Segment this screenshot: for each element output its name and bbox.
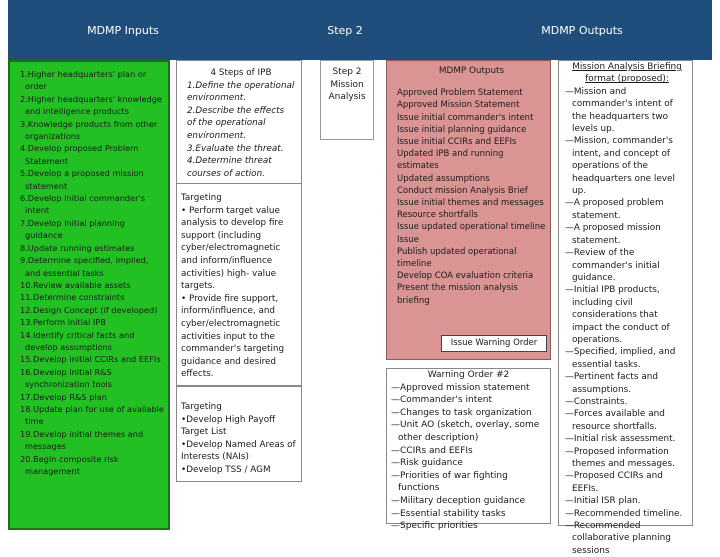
- targeting-item: •Develop High Payoff Target List: [181, 414, 276, 438]
- warning-order-item: —Approved mission statement: [391, 382, 530, 393]
- output-item: Issue initial themes and messages: [397, 198, 544, 209]
- step2-line-1: Step 2: [332, 67, 362, 77]
- briefing-item: —Pertinent facts and assumptions.: [565, 372, 659, 395]
- input-item: 16.Develop initial R&S synchronization tools: [20, 366, 113, 390]
- outputs-items: [397, 87, 546, 307]
- input-item: 4.Develop proposed Problem Statement: [20, 143, 139, 166]
- output-item: Issue initial commander's intent: [397, 112, 534, 123]
- output-item: Issue initial planning guidance: [397, 124, 527, 135]
- input-item: 10.Review available assets: [20, 279, 131, 290]
- warning-order-items: [391, 382, 546, 533]
- output-item: Issue initial CCIRs and EEFIs: [397, 137, 517, 148]
- targeting-2-items: [181, 414, 297, 477]
- step2-line-3: Analysis: [328, 92, 366, 102]
- briefing-item: —Mission and commander's intent of the headquarters two levels up.: [565, 86, 673, 135]
- targeting-item: •Develop Named Areas of Interests (NAIs): [181, 439, 296, 463]
- outputs-box: [386, 60, 551, 360]
- warning-order-item: —Essential stability tasks: [391, 508, 506, 519]
- warning-order-item: —Unit AO (sketch, overlay, some other description): [391, 420, 540, 443]
- output-item: Approved Mission Statement: [397, 100, 520, 111]
- briefing-item: —A proposed problem statement.: [565, 198, 664, 221]
- warning-order-item: —CCIRs and EEFIs: [391, 445, 473, 456]
- input-item: 19.Develop initial themes and messages: [20, 428, 144, 452]
- briefing-item: —Proposed CCIRs and EEFIs.: [565, 471, 663, 494]
- briefing-item: —Initial IPB products, including civil considerations that impact the conduct of operations.: [565, 285, 670, 345]
- briefing-item: —Constraints.: [565, 396, 628, 407]
- warning-order-box: [386, 368, 551, 532]
- output-item: Updated assumptions: [397, 173, 490, 184]
- output-item: Conduct mission Analysis Brief: [397, 185, 528, 196]
- warning-order-title: Warning Order #2: [427, 370, 510, 380]
- output-item: Resource shortfalls: [397, 210, 478, 221]
- briefing-item: —Recommended timeline.: [565, 508, 683, 519]
- warning-order-item: —Military deception guidance: [391, 495, 526, 506]
- targeting-box-1: [176, 183, 302, 386]
- input-item: 6.Develop initial commander's intent: [20, 193, 146, 216]
- briefing-item: —Initial ISR plan.: [565, 496, 641, 507]
- ipb-box: [176, 60, 302, 185]
- ipb-step: 4.Determine threat courses of action.: [187, 156, 272, 179]
- output-item: Publish updated operational timeline: [397, 246, 517, 270]
- ipb-step: 3.Evaluate the threat.: [187, 143, 284, 154]
- header-inputs-label: MDMP Inputs: [87, 23, 159, 37]
- step2-line-2: Mission: [330, 79, 364, 90]
- warning-order-item: —Risk guidance: [391, 458, 463, 469]
- briefing-item: —Proposed information themes and messages.: [565, 446, 675, 469]
- output-item: Issue: [397, 234, 419, 245]
- input-item: 2.Higher headquarters' knowledge and intelligence products: [20, 93, 162, 117]
- warning-order-item: —Commander's intent: [391, 395, 493, 406]
- briefing-item: —Review of the commander's initial guidance.: [565, 248, 660, 283]
- header-outputs-label: MDMP Outputs: [541, 23, 623, 37]
- warning-order-item: —Changes to task organization: [391, 407, 532, 418]
- ipb-step: 1.Define the operational environment.: [187, 80, 295, 104]
- targeting-2-title: Targeting: [181, 402, 222, 412]
- warning-order-item: —Priorities of war fighting functions: [391, 470, 508, 494]
- output-item: Issue updated operational timeline: [397, 222, 546, 233]
- targeting-item: • Perform target value analysis to develop fire support (including cyber/electromagnetic and inform/influence activities) high- value targets.: [181, 205, 284, 292]
- warning-order-item: —Specific priorities: [391, 521, 478, 532]
- ipb-title: 4 Steps of IPB: [210, 68, 272, 78]
- input-item: 15.Develop initial CCIRs and EEFIs: [20, 354, 161, 365]
- ipb-step: 2.Describe the effects of the operational environment.: [187, 105, 285, 141]
- input-item: 3.Knowledge products from other organizations: [20, 118, 158, 142]
- input-item: 14.Identify critical facts and develop assumptions: [20, 329, 135, 352]
- input-item: 1.Higher headquarters' plan or order: [20, 69, 147, 92]
- input-item: 9.Determine specified, implied, and essential tasks: [20, 255, 149, 278]
- output-item: Develop COA evaluation criteria: [397, 271, 534, 282]
- header-inputs: [8, 0, 238, 60]
- header-step: [238, 0, 452, 60]
- briefing-item: —Mission, commander's intent, and concept of operations of the headquarters one level up.: [565, 136, 675, 197]
- input-item: 17.Develop R&S plan: [20, 391, 107, 402]
- targeting-item: •Develop TSS / AGM: [181, 464, 271, 475]
- briefing-format-items: [565, 86, 689, 557]
- input-item: 8.Update running estimates: [20, 242, 135, 253]
- briefing-item: —Initial risk assessment.: [565, 434, 676, 445]
- briefing-item: —Specified, implied, and essential tasks.: [565, 347, 676, 370]
- output-item: Present the mission analysis briefing: [397, 283, 518, 306]
- targeting-box-2: [176, 386, 302, 482]
- input-item: 20.Begin composite risk management: [20, 453, 119, 476]
- step2-box: [320, 60, 374, 140]
- input-item: 11.Determine constraints: [20, 292, 125, 303]
- targeting-1-items: [181, 205, 297, 381]
- issue-warning-order-button[interactable]: Issue Warning Order: [441, 335, 547, 352]
- output-item: Approved Problem Statement: [397, 88, 523, 99]
- header-step-label: Step 2: [327, 23, 363, 37]
- targeting-1-title: Targeting: [181, 193, 222, 203]
- briefing-format-title: Mission Analysis Briefing format (proposed):: [572, 62, 682, 85]
- header-outputs: [452, 0, 712, 60]
- input-item: 13.Perform initial IPB: [20, 317, 106, 328]
- input-item: 5.Develop a proposed mission statement: [20, 168, 144, 191]
- input-item: 18.Update plan for use of available time: [20, 403, 164, 427]
- briefing-item: —Recommended collaborative planning sessions: [565, 521, 671, 556]
- input-item: 7.Develop initial planning guidance: [20, 217, 125, 241]
- outputs-title: MDMP Outputs: [438, 66, 505, 76]
- inputs-list: [20, 68, 164, 477]
- briefing-item: —Forces available and resource shortfalls.: [565, 409, 665, 432]
- inputs-box: [8, 60, 170, 530]
- targeting-item: • Provide fire support, inform/influence, and cyber/electromagnetic activities input to the commander's targeting guidance and desired effects.: [181, 293, 285, 380]
- briefing-format-box: [558, 60, 693, 556]
- briefing-item: —A proposed mission statement.: [565, 223, 661, 246]
- input-item: 12.Design Concept (if developed): [20, 304, 158, 315]
- ipb-steps: [187, 80, 295, 181]
- output-item: Updated IPB and running estimates: [397, 149, 504, 172]
